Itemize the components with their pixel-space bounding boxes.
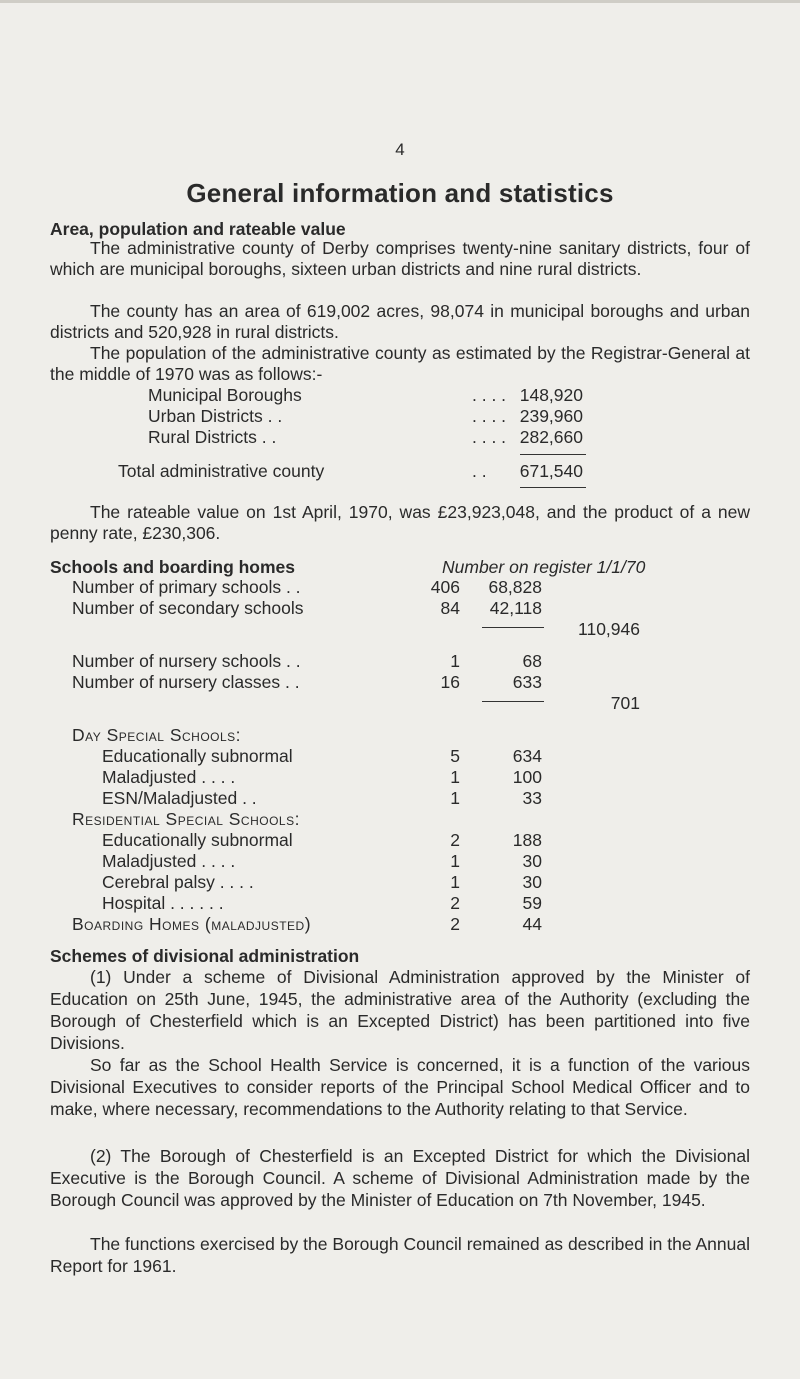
area-para-2: The county has an area of 619,002 acres, 98,074 in municipal boroughs and urban districts and 520,928 in rural districts.: [50, 301, 750, 342]
schemes-para-4: The functions exercised by the Borough Council remained as described in the Annual Report for 1961.: [50, 1234, 750, 1276]
rateable-value-para: The rateable value on 1st April, 1970, was £23,923,048, and the product of a new penny rate, £230,306.: [50, 502, 750, 543]
subtotal-rule-1: [482, 627, 544, 628]
page-edge: [0, 0, 800, 3]
schools-heading: Schools and boarding homes: [50, 557, 296, 577]
page-title: General information and statistics: [186, 178, 614, 208]
page-number: 4: [395, 140, 405, 159]
subtotal-rule-2: [482, 701, 544, 702]
area-para-3: The population of the administrative county as estimated by the Registrar-General at the middle of 1970 was as follows:-: [50, 343, 750, 384]
schemes-para-1: (1) Under a scheme of Divisional Administration approved by the Minister of Education on 25th June, 1945, the administrative area of the Authority (excluding the Borough of Chesterfield which is an Excepted District) has been partitioned into five Divisions.: [50, 967, 750, 1053]
register-header: Number on register 1/1/70: [442, 557, 646, 577]
schemes-heading: Schemes of divisional administration: [50, 946, 360, 966]
schemes-para-3: (2) The Borough of Chesterfield is an Excepted District for which the Divisional Executive is the Borough Council. A scheme of Divisional Administration made by the Borough Council was approved by the Minister of Education on 7th November, 1945.: [50, 1146, 750, 1210]
schemes-para-2: So far as the School Health Service is concerned, it is a function of the various Divisional Executives to consider reports of the Principal School Medical Officer and to make, where necessary, recommendations to the Authority relating to that Service.: [50, 1055, 750, 1119]
area-heading: Area, population and rateable value: [50, 219, 346, 239]
residential-heading: Residential Special Schools:: [72, 809, 300, 829]
total-double-rule: [520, 487, 586, 488]
day-special-heading: Day Special Schools:: [72, 725, 242, 745]
area-para-1: The administrative county of Derby comprises twenty-nine sanitary districts, four of which are municipal boroughs, sixteen urban districts and nine rural districts.: [50, 238, 750, 279]
total-rule: [520, 454, 586, 455]
